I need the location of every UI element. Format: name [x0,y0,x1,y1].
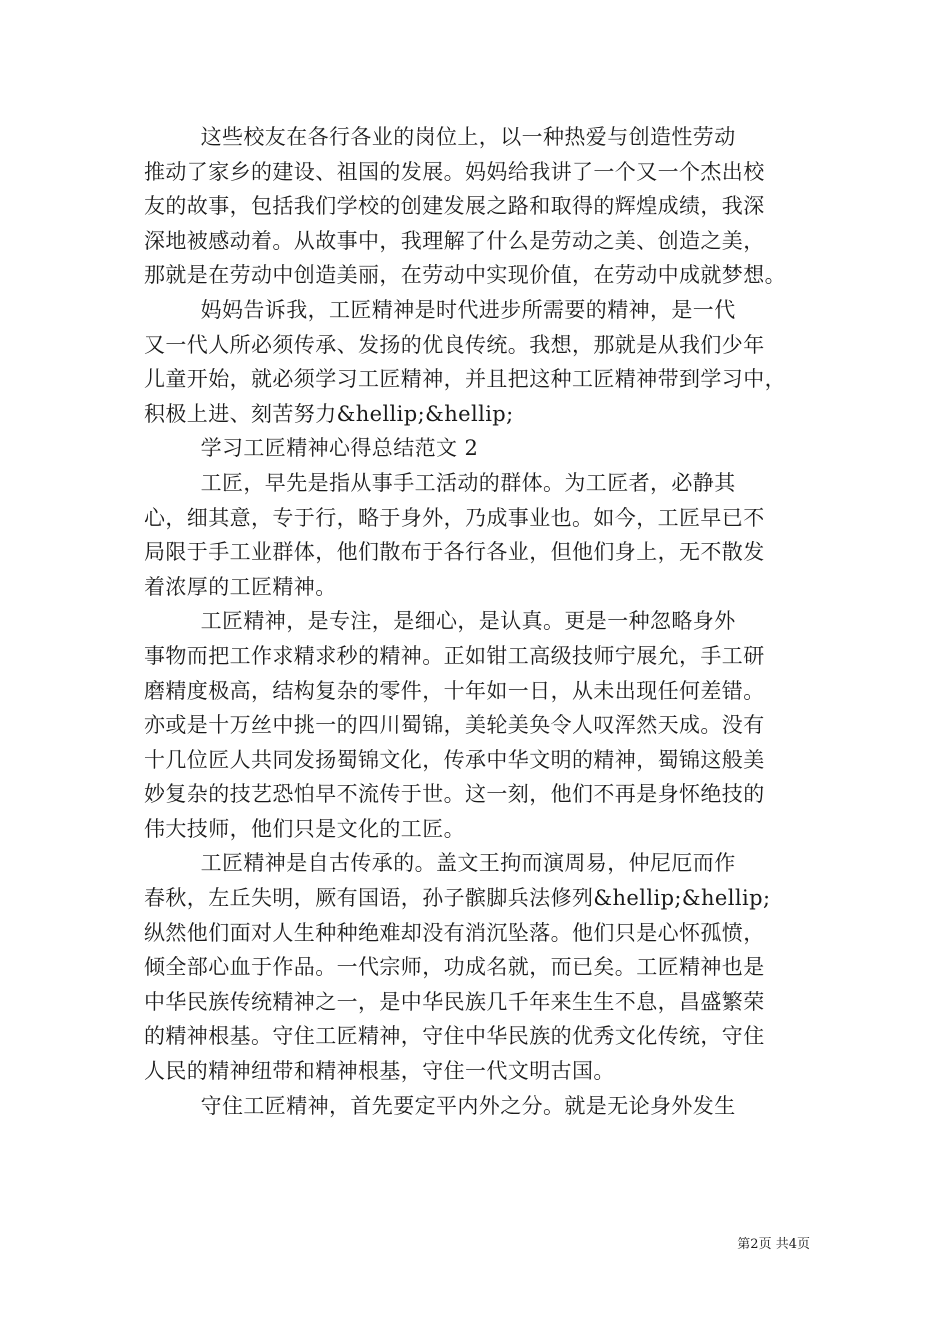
text-line: 那就是在劳动中创造美丽，在劳动中实现价值，在劳动中成就梦想。 [144,263,786,288]
text-line: 倾全部心血于作品。一代宗师，功成名就，而已矣。工匠精神也是 [144,955,765,980]
text-line: 磨精度极高，结构复杂的零件，十年如一日，从未出现任何差错。 [144,678,765,703]
footer-prefix: 第 [737,1237,751,1252]
text-line: 工匠，早先是指从事手工活动的群体。为工匠者，必静其 [144,470,736,495]
text-line: 伟大技师，他们只是文化的工匠。 [144,816,465,841]
text-line: 妙复杂的技艺恐怕早不流传于世。这一刻，他们不再是身怀绝技的 [144,782,765,807]
document-body [144,120,824,1123]
section-heading: 学习工匠精神心得总结范文 2 [144,436,479,461]
text-line: 春秋，左丘失明，厥有国语，孙子髌脚兵法修列&hellip;&hellip; [144,886,771,911]
text-line: 着浓厚的工匠精神。 [144,574,337,599]
text-line: 事物而把工作求精求秒的精神。正如钳工高级技师宁展允，手工研 [144,643,765,668]
footer-suffix: 页 [796,1237,810,1252]
page-footer [0,1233,810,1252]
text-line: 深地被感动着。从故事中，我理解了什么是劳动之美、创造之美， [144,228,765,253]
text-line: 守住工匠精神，首先要定平内外之分。就是无论身外发生 [144,1093,736,1118]
text-line: 纵然他们面对人生种种绝难却没有消沉坠落。他们只是心怀孤愤， [144,920,765,945]
text-line: 儿童开始，就必须学习工匠精神，并且把这种工匠精神带到学习中， [144,367,786,392]
text-line: 妈妈告诉我，工匠精神是时代进步所需要的精神，是一代 [144,297,736,322]
text-line: 的精神根基。守住工匠精神，守住中华民族的优秀文化传统，守住 [144,1024,765,1049]
text-line: 亦或是十万丝中挑一的四川蜀锦，美轮美奂令人叹浑然天成。没有 [144,713,765,738]
text-line: 这些校友在各行各业的岗位上，以一种热爱与创造性劳动 [144,125,736,149]
text-line: 又一代人所必须传承、发扬的优良传统。我想，那就是从我们少年 [144,332,765,357]
text-line: 积极上进、刻苦努力&hellip;&hellip; [144,401,514,426]
text-line: 工匠精神，是专注，是细心，是认真。更是一种忽略身外 [144,609,736,634]
text-line: 十几位匠人共同发扬蜀锦文化，传承中华文明的精神，蜀锦这般美 [144,747,765,772]
text-line: 中华民族传统精神之一，是中华民族几千年来生生不息，昌盛繁荣 [144,989,765,1014]
footer-page-number: 2 [750,1237,759,1252]
text-line: 局限于手工业群体，他们散布于各行各业，但他们身上，无不散发 [144,540,765,565]
text-line: 工匠精神是自古传承的。盖文王拘而演周易，仲尼厄而作 [144,851,736,876]
footer-middle: 页 共 [758,1237,789,1252]
footer-total-pages: 4 [788,1237,797,1252]
text-line: 心，细其意，专于行，略于身外，乃成事业也。如今，工匠早已不 [144,505,765,530]
text-line: 友的故事，包括我们学校的创建发展之路和取得的辉煌成绩，我深 [144,194,765,219]
text-line: 推动了家乡的建设、祖国的发展。妈妈给我讲了一个又一个杰出校 [144,159,765,184]
text-line: 人民的精神纽带和精神根基，守住一代文明古国。 [144,1059,615,1084]
